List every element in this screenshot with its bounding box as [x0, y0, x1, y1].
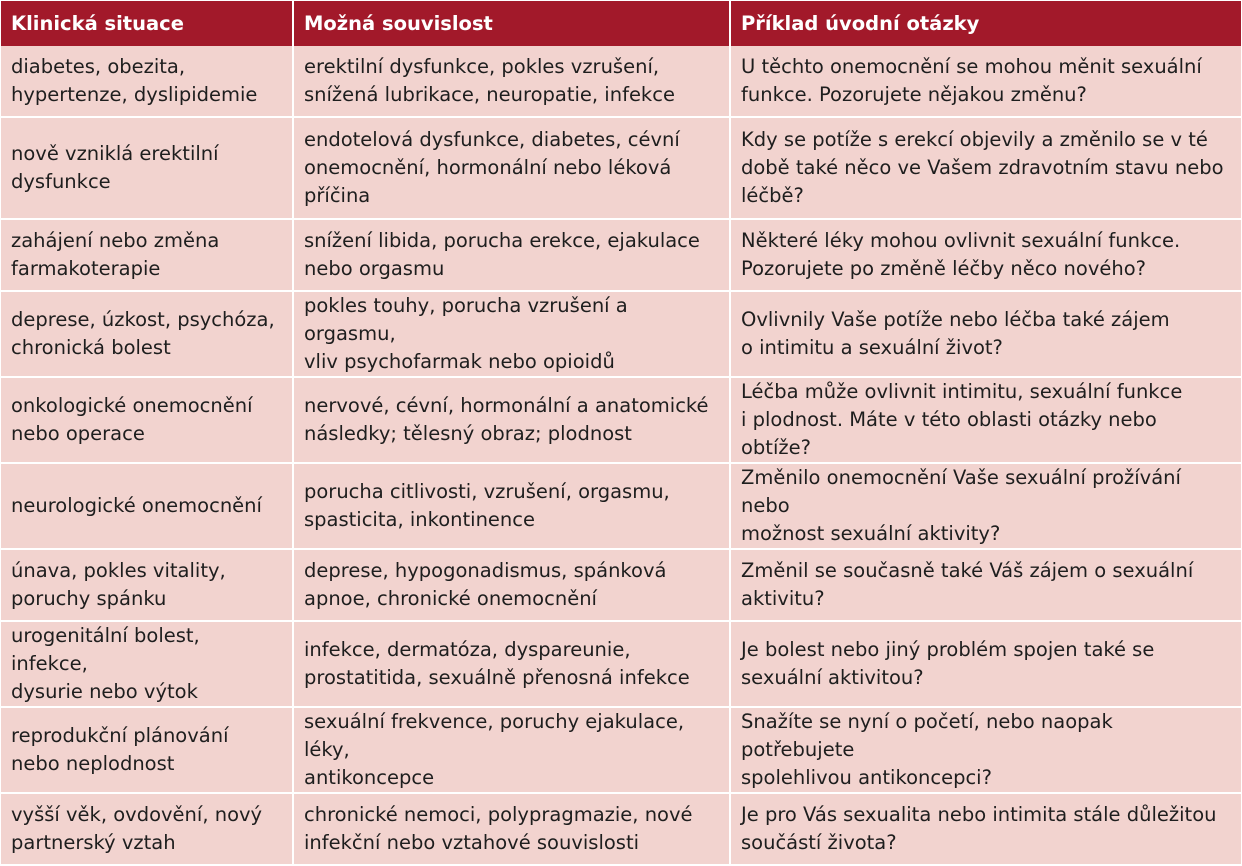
cell-possible-association: sexuální frekvence, poruchy ejakulace, léky, antikoncepce [293, 707, 730, 793]
cell-clinical-situation: neurologické onemocnění [1, 463, 293, 549]
table-header-row [1, 1, 1241, 46]
cell-possible-association: porucha citlivosti, vzrušení, orgasmu, spasticita, inkontinence [293, 463, 730, 549]
table-row [1, 46, 1241, 117]
table-row [1, 291, 1241, 377]
table-row [1, 219, 1241, 291]
table-row [1, 377, 1241, 463]
cell-clinical-situation: vyšší věk, ovdovění, nový partnerský vztah [1, 793, 293, 865]
cell-clinical-situation: únava, pokles vitality, poruchy spánku [1, 549, 293, 621]
table-row [1, 621, 1241, 707]
cell-possible-association: chronické nemoci, polypragmazie, nové infekční nebo vztahové souvislosti [293, 793, 730, 865]
cell-example-question: Je pro Vás sexualita nebo intimita stále důležitou součástí života? [730, 793, 1241, 865]
cell-example-question: Léčba může ovlivnit intimitu, sexuální funkce i plodnost. Máte v této oblasti otázky nebo obtíže? [730, 377, 1241, 463]
table-row [1, 463, 1241, 549]
cell-clinical-situation: onkologické onemocnění nebo operace [1, 377, 293, 463]
header-possible-association: Možná souvislost [293, 1, 730, 46]
cell-possible-association: snížení libida, porucha erekce, ejakulace nebo orgasmu [293, 219, 730, 291]
cell-clinical-situation: nově vzniklá erektilní dysfunkce [1, 117, 293, 219]
cell-possible-association: nervové, cévní, hormonální a anatomické následky; tělesný obraz; plodnost [293, 377, 730, 463]
cell-example-question: Změnil se současně také Váš zájem o sexuální aktivitu? [730, 549, 1241, 621]
cell-example-question: Ovlivnily Vaše potíže nebo léčba také zájem o intimitu a sexuální život? [730, 291, 1241, 377]
cell-example-question: Je bolest nebo jiný problém spojen také se sexuální aktivitou? [730, 621, 1241, 707]
table-row [1, 707, 1241, 793]
table-row [1, 793, 1241, 865]
cell-example-question: U těchto onemocnění se mohou měnit sexuální funkce. Pozorujete nějakou změnu? [730, 46, 1241, 117]
header-example-question: Příklad úvodní otázky [730, 1, 1241, 46]
cell-example-question: Některé léky mohou ovlivnit sexuální funkce. Pozorujete po změně léčby něco nového? [730, 219, 1241, 291]
cell-possible-association: deprese, hypogonadismus, spánková apnoe, chronické onemocnění [293, 549, 730, 621]
cell-example-question: Snažíte se nyní o početí, nebo naopak potřebujete spolehlivou antikoncepci? [730, 707, 1241, 793]
cell-possible-association: infekce, dermatóza, dyspareunie, prostatitida, sexuálně přenosná infekce [293, 621, 730, 707]
cell-clinical-situation: deprese, úzkost, psychóza, chronická bolest [1, 291, 293, 377]
cell-clinical-situation: zahájení nebo změna farmakoterapie [1, 219, 293, 291]
cell-possible-association: pokles touhy, porucha vzrušení a orgasmu, vliv psychofarmak nebo opioidů [293, 291, 730, 377]
clinical-situations-table [1, 1, 1241, 866]
cell-possible-association: erektilní dysfunkce, pokles vzrušení, snížená lubrikace, neuropatie, infekce [293, 46, 730, 117]
cell-example-question: Změnilo onemocnění Vaše sexuální prožívání nebo možnost sexuální aktivity? [730, 463, 1241, 549]
cell-clinical-situation: diabetes, obezita, hypertenze, dyslipidemie [1, 46, 293, 117]
header-clinical-situation: Klinická situace [1, 1, 293, 46]
cell-possible-association: endotelová dysfunkce, diabetes, cévní onemocnění, hormonální nebo léková příčina [293, 117, 730, 219]
cell-example-question: Kdy se potíže s erekcí objevily a změnilo se v té době také něco ve Vašem zdravotním stavu nebo léčbě? [730, 117, 1241, 219]
table-row [1, 549, 1241, 621]
cell-clinical-situation: reprodukční plánování nebo neplodnost [1, 707, 293, 793]
table-row [1, 117, 1241, 219]
cell-clinical-situation: urogenitální bolest, infekce, dysurie nebo výtok [1, 621, 293, 707]
